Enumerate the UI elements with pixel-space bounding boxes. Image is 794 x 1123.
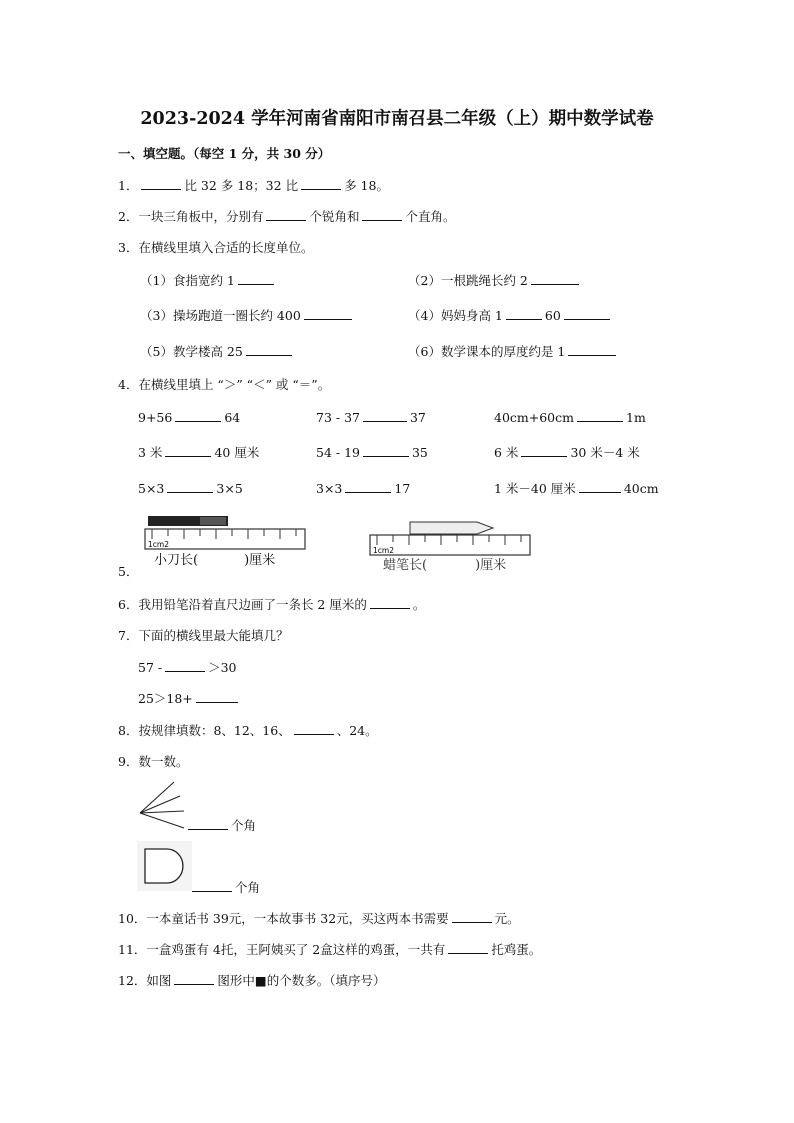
- q7-blank-1[interactable]: [165, 659, 205, 672]
- q9-blank-1[interactable]: [188, 817, 228, 830]
- q4-right-expr: 17: [394, 481, 411, 496]
- question-7-stem: 7．下面的横线里最大能填几？: [118, 628, 289, 643]
- q1-num: 1．: [118, 178, 139, 193]
- q2-text-b: 个直角。: [405, 209, 456, 224]
- q3-blank-5[interactable]: [246, 343, 292, 356]
- question-3-stem: 3．在横线里填入合适的长度单位。: [118, 240, 314, 255]
- q4-left-expr: 40cm+60cm: [494, 410, 574, 425]
- q4-left-expr: 1 米－40 厘米: [494, 481, 576, 496]
- q2-blank-1[interactable]: [266, 208, 306, 221]
- q2-blank-2[interactable]: [362, 208, 402, 221]
- q2-text-stem: 2．一块三角板中，分别有: [118, 209, 264, 224]
- q4-right-expr: 40cm: [623, 481, 659, 496]
- q4-compare-blank[interactable]: [175, 409, 221, 422]
- q8-text-a: 8．按规律填数：8、12、16、: [118, 723, 291, 738]
- ruler-label: 1cm2: [148, 540, 169, 549]
- q7-line-2: [138, 690, 241, 708]
- q4-right-expr: 64: [224, 410, 241, 425]
- question-11: [118, 941, 541, 959]
- q2-text-a: 个锐角和: [309, 209, 360, 224]
- q4-item: [316, 480, 410, 498]
- q4-compare-blank[interactable]: [165, 444, 211, 457]
- q7-line1-b: ＞30: [208, 660, 237, 675]
- q9-suffix-1: 个角: [231, 818, 257, 833]
- question-8: [118, 722, 378, 740]
- q12-text-a: 12．如图: [118, 973, 172, 988]
- question-1: [118, 177, 389, 195]
- question-2: [118, 208, 456, 226]
- q4-right-expr: 35: [411, 445, 428, 460]
- q4-compare-blank[interactable]: [345, 480, 391, 493]
- q3-blank-1[interactable]: [238, 272, 274, 285]
- q3-item-6-text: （6）数学课本的厚度约是 1: [408, 344, 566, 359]
- q4-item: [494, 480, 659, 498]
- q3-blank-6[interactable]: [568, 343, 616, 356]
- page-title: 2023-2024 学年河南省南阳市南召县二年级（上）期中数学试卷: [140, 109, 654, 129]
- q3-blank-4a[interactable]: [506, 307, 542, 320]
- q4-item: [138, 444, 259, 462]
- q9-suffix-2: 个角: [235, 880, 261, 895]
- q4-right-expr: 1m: [626, 410, 646, 425]
- semicircle-shape-figure: [137, 841, 192, 891]
- q10-text-a: 10．一本童话书 39元，一本故事书 32元，买这两本书需要: [118, 911, 449, 926]
- q4-left-expr: 3 米: [138, 445, 163, 460]
- q11-text-b: 托鸡蛋。: [491, 942, 542, 957]
- question-4-stem: 4．在横线里填上 “＞” “＜” 或 “＝”。: [118, 377, 331, 392]
- q3-item-3-text: （3）操场跑道一圈长约 400: [140, 308, 301, 323]
- q7-line2-a: 25＞18+: [138, 691, 193, 706]
- knife-unit: )厘米: [244, 553, 276, 568]
- question-5-num: 5．: [118, 564, 139, 579]
- q7-line-1: [138, 659, 237, 677]
- q4-compare-blank[interactable]: [363, 409, 407, 422]
- crayon-length-label: [383, 557, 506, 575]
- question-12: [118, 972, 385, 990]
- q4-compare-blank[interactable]: [167, 480, 213, 493]
- ruler: [370, 535, 530, 555]
- q10-text-b: 元。: [494, 911, 520, 926]
- q4-item: [316, 409, 426, 427]
- q4-item: [494, 409, 646, 427]
- q4-left-expr: 3×3: [316, 481, 343, 496]
- q10-blank[interactable]: [452, 910, 492, 923]
- crayon-label-text: 蜡笔长(: [383, 558, 428, 573]
- q8-text-b: 、24。: [336, 723, 378, 738]
- q1-text-a: 比 32 多 18；32 比: [184, 178, 299, 193]
- crayon: [410, 522, 493, 534]
- q8-blank[interactable]: [294, 722, 334, 735]
- q3-item-4-mid: 60: [544, 308, 561, 323]
- q9-answer-1: [188, 817, 256, 835]
- q3-item-4-text: （4）妈妈身高 1: [408, 308, 503, 323]
- q6-text-b: 。: [412, 597, 426, 612]
- section-heading: 一、填空题。（每空 1 分，共 30 分）: [118, 146, 331, 161]
- q4-left-expr: 54 - 19: [316, 445, 360, 460]
- q4-compare-blank[interactable]: [577, 409, 623, 422]
- knife-length-label: [154, 552, 275, 570]
- q3-blank-2[interactable]: [531, 272, 579, 285]
- q6-text-a: 6．我用铅笔沿着直尺边画了一条长 2 厘米的: [118, 597, 367, 612]
- q9-answer-2: [192, 879, 260, 897]
- q4-item: [316, 444, 428, 462]
- q3-item-3: [140, 307, 355, 325]
- q4-compare-blank[interactable]: [521, 444, 567, 457]
- q3-item-6: [408, 343, 619, 361]
- q4-left-expr: 9+56: [138, 410, 173, 425]
- crayon-unit: )厘米: [475, 558, 507, 573]
- q4-right-expr: 37: [409, 410, 426, 425]
- q4-left-expr: 5×3: [138, 481, 165, 496]
- q3-item-2: [408, 272, 582, 290]
- question-6: [118, 596, 425, 614]
- q7-blank-2[interactable]: [196, 690, 238, 703]
- q1-text-b: 多 18。: [344, 178, 389, 193]
- q4-compare-blank[interactable]: [363, 444, 409, 457]
- q4-item: [138, 480, 243, 498]
- q3-item-5-text: （5）教学楼高 25: [140, 344, 243, 359]
- q4-right-expr: 30 米－4 米: [570, 445, 640, 460]
- question-9-stem: 9．数一数。: [118, 754, 189, 769]
- q3-item-4: [408, 307, 613, 325]
- question-10: [118, 910, 520, 928]
- q4-left-expr: 6 米: [494, 445, 519, 460]
- q1-blank-1[interactable]: [141, 177, 181, 190]
- ruler: [145, 529, 305, 549]
- q3-blank-4b[interactable]: [564, 307, 610, 320]
- q6-blank[interactable]: [370, 596, 410, 609]
- q12-blank[interactable]: [174, 972, 214, 985]
- q4-compare-blank[interactable]: [579, 480, 621, 493]
- q1-blank-2[interactable]: [301, 177, 341, 190]
- q4-right-expr: 40 厘米: [214, 445, 260, 460]
- q3-item-1: [140, 272, 277, 290]
- q11-blank[interactable]: [448, 941, 488, 954]
- q4-item: [138, 409, 240, 427]
- angle-rays-figure: [136, 778, 196, 833]
- q4-item: [494, 444, 640, 462]
- ruler-label: 1cm2: [373, 546, 394, 555]
- knife-label-text: 小刀长(: [154, 553, 199, 568]
- q3-item-2-text: （2）一根跳绳长约 2: [408, 273, 528, 288]
- q9-blank-2[interactable]: [192, 879, 232, 892]
- crayon-ruler-figure: [365, 517, 535, 577]
- q11-text-a: 11．一盒鸡蛋有 4托，王阿姨买了 2盒这样的鸡蛋，一共有: [118, 942, 446, 957]
- q4-right-expr: 3×5: [216, 481, 243, 496]
- q7-line1-a: 57 -: [138, 660, 163, 675]
- q3-blank-3[interactable]: [304, 307, 352, 320]
- q12-text-b: 图形中■的个数多。（填序号）: [217, 973, 386, 988]
- q4-left-expr: 73 - 37: [316, 410, 360, 425]
- q3-item-1-text: （1）食指宽约 1: [140, 273, 235, 288]
- q3-item-5: [140, 343, 295, 361]
- knife-ruler-figure: [140, 513, 310, 575]
